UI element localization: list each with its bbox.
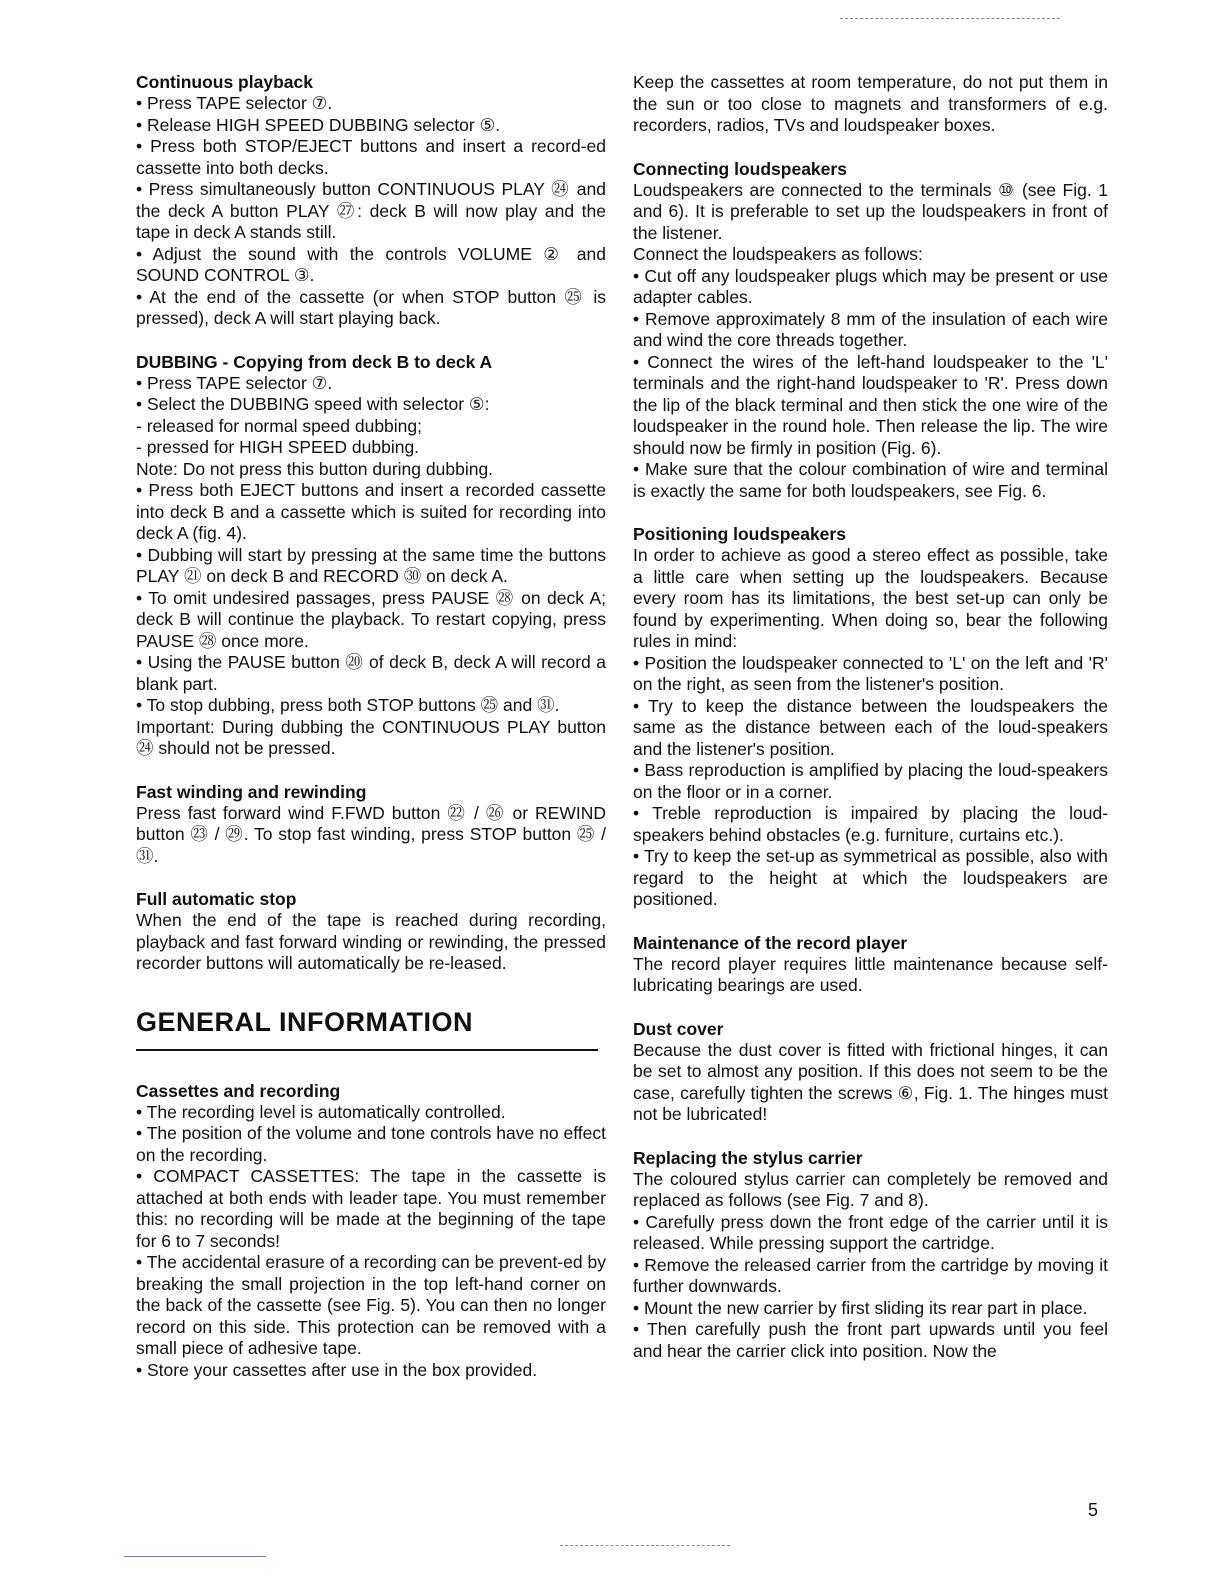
text-line: • Press both EJECT buttons and insert a recorded cassette into deck B and a cassette which is suited for recording into deck A (fig. 4). [136,480,606,543]
text-line: • Position the loudspeaker connected to 'L' on the left and 'R' on the right, as seen from the listener's position. [633,652,1108,694]
section-cassettes-recording [136,1081,606,1382]
scan-speck [560,1545,730,1547]
section-continuous-playback [136,72,606,330]
text-line: • Dubbing will start by pressing at the same time the buttons PLAY ㉑ on deck B and RECORD ㉚ on deck A. [136,544,606,586]
text-line: • The position of the volume and tone controls have no effect on the recording. [136,1123,606,1165]
text-line: • Press both STOP/EJECT buttons and insert a record-ed cassette into both decks. [136,136,606,178]
text-line: Press fast forward wind F.FWD button ㉒ / ㉖ or REWIND button ㉓ / ㉙. To stop fast winding, press STOP button ㉕ / ㉛. [136,802,606,866]
text-line: • COMPACT CASSETTES: The tape in the cassette is attached at both ends with leader tape. You must remember this: no recording will be made at the beginning of the tape for 6 to 7 seconds! [136,1166,606,1251]
section-heading: Cassettes and recording [136,1080,341,1101]
section-heading: Positioning loudspeakers [633,524,846,544]
text-line: - released for normal speed dubbing; [136,415,423,436]
section-connecting-loudspeakers [633,159,1108,503]
scan-speck [840,18,1060,20]
text-line: When the end of the tape is reached during recording, playback and fast forward winding or rewinding, the pressed recorder buttons will automatically be re-leased. [136,910,606,973]
text-line: • Carefully press down the front edge of the carrier until it is released. While pressing support the cartridge. [633,1211,1108,1253]
text-line: • Using the PAUSE button ⑳ of deck B, deck A will record a blank part. [136,652,606,694]
text-line: • Press TAPE selector ⑦. [136,93,333,113]
text-line: Important: During dubbing the CONTINUOUS PLAY button ㉔ should not be pressed. [136,716,606,758]
right-column [633,72,1108,1384]
text-line: • Bass reproduction is amplified by placing the loud-speakers on the floor or in a corner. [633,760,1108,802]
text-line: • Release HIGH SPEED DUBBING selector ⑤. [136,114,501,135]
text-line: Loudspeakers are connected to the terminals ⑩ (see Fig. 1 and 6). It is preferable to set up the loudspeakers in front of the listener. [633,179,1108,243]
text-line: • Then carefully push the front part upwards until you feel and hear the carrier click into position. Now the [633,1319,1108,1361]
text-line: - pressed for HIGH SPEED dubbing. [136,437,420,457]
text-line: • Select the DUBBING speed with selector ⑤: [136,394,490,414]
text-line: • Remove approximately 8 mm of the insulation of each wire and wind the core threads together. [633,308,1108,350]
text-line: • To stop dubbing, press both STOP buttons ㉕ and ㉛. [136,695,560,715]
text-line: Because the dust cover is fitted with frictional hinges, it can be set to almost any position. If this does not seem to be the case, carefully tighten the screws ⑥, Fig. 1. The hinges must not be lubricated! [633,1039,1108,1124]
left-column [136,72,606,1403]
text-line: • Mount the new carrier by first sliding its rear part in place. [633,1297,1088,1318]
section-dubbing [136,352,606,760]
text-line: • At the end of the cassette (or when STOP button ㉕ is pressed), deck A will start playing back. [136,286,606,328]
text-line: • Make sure that the colour combination of wire and terminal is exactly the same for both loudspeakers, see Fig. 6. [633,459,1108,501]
text-line: • To omit undesired passages, press PAUSE ㉘ on deck A; deck B will continue the playback. To restart copying, press PAUSE ㉘ once more. [136,587,606,651]
text-line: • Treble reproduction is impaired by placing the loud-speakers behind obstacles (e.g. furniture, curtains etc.). [633,803,1108,845]
text-line: • Try to keep the set-up as symmetrical as possible, also with regard to the height at which the loudspeakers are positioned. [633,846,1108,909]
section-heading: DUBBING - Copying from deck B to deck A [136,351,493,372]
section-full-automatic-stop [136,889,606,975]
text-line: • Connect the wires of the left-hand loudspeaker to the 'L' terminals and the right-hand loudspeaker to 'R'. Press down the lip of the black terminal and then stick the one wire of the loudspeaker in the round hole. Then release the lip. The wire should now be firmly in position (Fig. 6). [633,351,1108,458]
bottom-link-underline [124,1556,266,1557]
section-cassette-storage [633,72,1108,137]
text-line: In order to achieve as good a stereo effect as possible, take a little care when setting up the loudspeakers. Because every room has its limitations, the best set-up can only be found by experimenting. When doing so, bear the following rules in mind: [633,545,1108,651]
text-line: The record player requires little maintenance because self-lubricating bearings are used. [633,953,1108,995]
text-line: Keep the cassettes at room temperature, do not put them in the sun or too close to magnets and transformers of e.g. recorders, radios, TVs and loudspeaker boxes. [633,72,1108,135]
text-line: • Press simultaneously button CONTINUOUS PLAY ㉔ and the deck A button PLAY ㉗: deck B will now play and the tape in deck A stands still. [136,179,606,242]
text-line: • The recording level is automatically controlled. [136,1101,506,1122]
text-line: Note: Do not press this button during dubbing. [136,458,494,479]
section-fast-winding [136,782,606,868]
section-heading: Connecting loudspeakers [633,158,847,179]
section-maintenance-record-player [633,933,1108,997]
section-heading: Dust cover [633,1018,724,1039]
section-heading: Replacing the stylus carrier [633,1147,863,1168]
text-line: The coloured stylus carrier can completely be removed and replaced as follows (see Fig. 7 and 8). [633,1168,1108,1210]
section-replacing-stylus-carrier [633,1148,1108,1363]
title-underline [136,1049,598,1051]
text-line: • The accidental erasure of a recording can be prevent-ed by breaking the small projection in the top left-hand corner on the back of the cassette (see Fig. 5). You can then no longer record on this side. This protection can be removed with a small piece of adhesive tape. [136,1252,606,1358]
section-heading: Full automatic stop [136,889,297,909]
text-line: Connect the loudspeakers as follows: [633,244,923,264]
section-dust-cover [633,1019,1108,1126]
text-line: • Try to keep the distance between the loudspeakers the same as the distance between each of the loud-speakers and the listener's position. [633,695,1108,759]
text-line: • Store your cassettes after use in the box provided. [136,1359,538,1380]
text-line: • Remove the released carrier from the cartridge by moving it further downwards. [633,1254,1108,1296]
general-information-title: GENERAL INFORMATION [136,1006,473,1037]
text-line: • Adjust the sound with the controls VOLUME ② and SOUND CONTROL ③. [136,243,606,285]
section-heading: Maintenance of the record player [633,932,908,953]
text-line: • Press TAPE selector ⑦. [136,372,333,393]
text-line: • Cut off any loudspeaker plugs which may be present or use adapter cables. [633,265,1108,307]
page-number: 5 [1087,1500,1098,1520]
section-heading: Fast winding and rewinding [136,781,367,802]
section-positioning-loudspeakers [633,524,1108,911]
section-heading: Continuous playback [136,72,313,92]
